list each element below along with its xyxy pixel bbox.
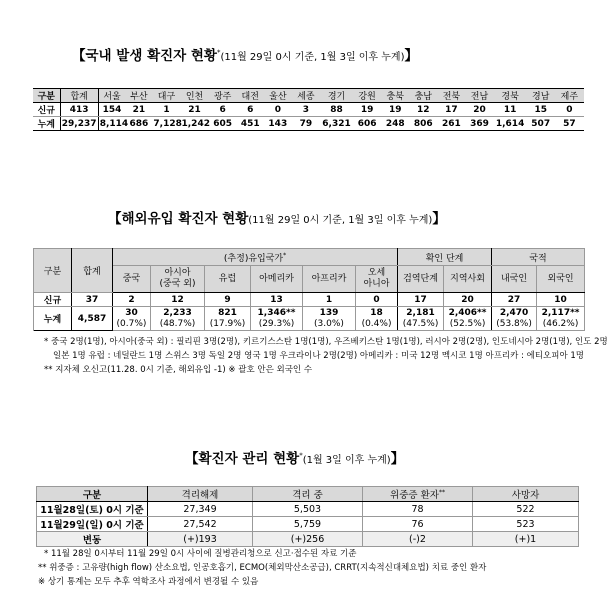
management-cell: 523 [473, 517, 579, 532]
overseas-new-cell: 10 [537, 293, 585, 307]
domestic-cell: 143 [268, 118, 288, 129]
overseas-title [108, 207, 446, 227]
overseas-subheader-line1: 내국인 [501, 273, 528, 284]
management-header-row [37, 487, 579, 502]
overseas-header-country-text: (추정)유입국가 [223, 253, 284, 264]
overseas-note-1: * 중국 2명(1명), 아시아(중국 외) : 필리핀 3명(2명), 키르기스스탄 1명(1명), 우즈베키스탄 1명(1명), 러시아 2명(2명), 인도네시아 2명(1명), 인도 2명 [44, 337, 608, 347]
overseas-new-row [34, 293, 585, 307]
overseas-subheader-cell [537, 266, 585, 293]
management-cell: 27,349 [148, 502, 253, 517]
overseas-new-cell: 1 [303, 293, 356, 307]
management-note-2: ** 위중증 : 고유량(high flow) 산소요법, 인공호흡기, ECMO(체외막산소공급), CRRT(지속적신대체요법) 치료 중인 환자 [38, 563, 487, 573]
domestic-header-cell: 경남 [527, 89, 555, 103]
domestic-header-cell: 광주 [209, 89, 237, 103]
domestic-title [72, 44, 418, 64]
management-header-cell [253, 487, 363, 502]
management-cell: (+)256 [253, 532, 363, 547]
management-title [185, 447, 404, 467]
management-cell: 522 [473, 502, 579, 517]
overseas-pct-cell: (47.5%) [398, 319, 444, 331]
management-header-cell [473, 487, 579, 502]
domestic-cell: 11 [494, 103, 527, 117]
domestic-header-cell: 전북 [437, 89, 465, 103]
overseas-subheader-line1: 지역사회 [450, 273, 485, 284]
overseas-cum-cell: 2,406** [444, 307, 492, 319]
overseas-new-cell: 0 [356, 293, 398, 307]
domestic-cell: 261 [442, 118, 461, 129]
management-cell: 11월29일(일) 0시 기준 [37, 517, 148, 532]
overseas-subheader-cell [251, 266, 303, 293]
domestic-title-text: 【국내 발생 확진자 현황 [72, 48, 217, 64]
overseas-cum-cell: 30 [113, 307, 151, 319]
overseas-subheader-line1: 중국 [122, 273, 141, 284]
management-cell: 11월28일(토) 0시 기준 [37, 502, 148, 517]
management-cell: 27,542 [148, 517, 253, 532]
management-row [37, 502, 579, 517]
domestic-cell: 686 [129, 118, 149, 129]
management-header-cell [363, 487, 473, 502]
domestic-cell: 신규 [33, 103, 60, 117]
overseas-subheader-line1: 유럽 [218, 273, 237, 284]
domestic-header-cell: 구분 [33, 89, 60, 103]
domestic-header-cell: 서울 [98, 89, 125, 103]
management-cell: 76 [363, 517, 473, 532]
domestic-cell: 413 [60, 103, 98, 117]
domestic-cell: 21 [125, 103, 152, 117]
overseas-subheader-cell [205, 266, 251, 293]
domestic-header-cell: 전남 [465, 89, 493, 103]
domestic-cell: 606 [357, 118, 377, 129]
domestic-row [33, 117, 584, 131]
domestic-header-row [33, 89, 584, 103]
domestic-cell: 1 [152, 103, 180, 117]
management-title-mark: * [299, 451, 303, 460]
overseas-subheader-cell [444, 266, 492, 293]
overseas-pct-cell: (53.8%) [492, 319, 537, 331]
domestic-header-cell: 충북 [381, 89, 409, 103]
domestic-cell: 0 [555, 103, 584, 117]
overseas-cum-cell: 1,346** [251, 307, 303, 319]
domestic-cell: 8,114 [99, 118, 129, 129]
domestic-cell: 21 [181, 103, 209, 117]
management-header-text: 격리해제 [181, 490, 219, 501]
overseas-subheader-line2: 아니아 [363, 279, 390, 289]
management-cell: 78 [363, 502, 473, 517]
overseas-new-cell: 13 [251, 293, 303, 307]
overseas-subheader-row [34, 266, 585, 293]
domestic-cell: 507 [531, 118, 551, 129]
domestic-cell: 19 [381, 103, 409, 117]
management-header-text: 위중증 환자 [390, 490, 439, 501]
domestic-cell: 248 [385, 118, 405, 129]
overseas-subheader-line1: 오세 [367, 268, 386, 278]
overseas-title-end: 】 [432, 211, 446, 227]
overseas-cum-cell: 2,117** [537, 307, 585, 319]
management-header-text: 구분 [82, 490, 102, 501]
overseas-header-country-mark: * [283, 251, 287, 259]
overseas-subheader-cell [303, 266, 356, 293]
overseas-cum-cell: 2,233 [151, 307, 205, 319]
management-header-cell [37, 487, 148, 502]
domestic-header-cell: 강원 [353, 89, 381, 103]
domestic-cell: 154 [98, 103, 125, 117]
management-note-3: ※ 상기 통계는 모두 추후 역학조사 과정에서 변경될 수 있음 [38, 577, 259, 587]
overseas-subheader-cell [356, 266, 398, 293]
domestic-header-cell: 충남 [409, 89, 437, 103]
domestic-cell: 88 [320, 103, 353, 117]
domestic-header-cell: 부산 [125, 89, 152, 103]
domestic-cell: 605 [213, 118, 233, 129]
overseas-pct-cell: (0.4%) [356, 319, 398, 331]
domestic-cell: 57 [563, 118, 576, 129]
domestic-header-cell: 세종 [292, 89, 320, 103]
overseas-cum-cell: 2,470 [492, 307, 537, 319]
overseas-subheader-line1: 외국인 [547, 273, 574, 284]
overseas-subheader-line2: (중국 외) [159, 279, 196, 289]
domestic-cell: 806 [413, 118, 433, 129]
overseas-pct-cell: (0.7%) [113, 319, 151, 331]
domestic-row [33, 103, 584, 117]
management-cell: 5,759 [253, 517, 363, 532]
management-row [37, 517, 579, 532]
overseas-new-cell: 9 [205, 293, 251, 307]
overseas-pct-cell: (46.2%) [537, 319, 585, 331]
overseas-new-cell: 12 [151, 293, 205, 307]
overseas-cum-label: 누계 [34, 307, 72, 331]
domestic-cell: 3 [292, 103, 320, 117]
overseas-new-cell: 27 [492, 293, 537, 307]
management-header-cell [148, 487, 253, 502]
domestic-title-mark: * [216, 48, 221, 57]
domestic-cell: 0 [264, 103, 292, 117]
domestic-header-cell: 경기 [320, 89, 353, 103]
overseas-note-3: ** 지자체 오신고(11.28. 0시 기준, 해외유입 -1) ※ 괄호 안은 외국인 수 [44, 365, 313, 375]
domestic-header-cell: 대구 [152, 89, 180, 103]
management-header-mark: ** [438, 488, 445, 496]
domestic-cell: 1,242 [181, 118, 210, 129]
overseas-pct-cell: (52.5%) [444, 319, 492, 331]
overseas-pct-cell: (29.3%) [251, 319, 303, 331]
domestic-table [33, 88, 584, 131]
management-header-text: 사망자 [511, 490, 540, 501]
overseas-cum-cell: 821 [205, 307, 251, 319]
overseas-new-cell: 17 [398, 293, 444, 307]
overseas-note-2: 일본 1명 유럽 : 네덜란드 1명 스위스 3명 독일 2명 영국 1명 우크라이나 2명(2명) 아메리카 : 미국 12명 멕시코 1명 아프리카 : 에티오피아 1명 [53, 351, 584, 361]
domestic-cell: 6 [209, 103, 237, 117]
overseas-cum-total: 4,587 [72, 307, 113, 331]
overseas-new-label: 신규 [34, 293, 72, 307]
domestic-cell: 12 [409, 103, 437, 117]
management-cell: 변동 [37, 532, 148, 547]
domestic-subtitle: (11월 29일 0시 기준, 1월 3일 이후 누계) [220, 52, 405, 63]
domestic-cell: 6,321 [322, 118, 351, 129]
domestic-cell: 79 [299, 118, 313, 129]
management-title-end: 】 [390, 451, 405, 467]
domestic-header-cell: 인천 [181, 89, 209, 103]
management-subtitle: (1월 3일 이후 누계) [302, 455, 391, 466]
management-title-text: 【확진자 관리 현황 [185, 451, 300, 467]
overseas-pct-cell: (48.7%) [151, 319, 205, 331]
overseas-table [33, 248, 585, 331]
overseas-subheader-cell [398, 266, 444, 293]
overseas-title-text: 【해외유입 확진자 현황 [108, 211, 249, 227]
management-row [37, 532, 579, 547]
overseas-pct-cell: (3.0%) [303, 319, 356, 331]
overseas-subheader-line1: 아시아 [164, 268, 191, 278]
domestic-cell: 19 [353, 103, 381, 117]
management-cell: (+)1 [473, 532, 579, 547]
overseas-new-cell: 20 [444, 293, 492, 307]
overseas-subheader-line1: 아프리카 [311, 273, 347, 284]
overseas-subheader-line1: 검역단계 [403, 273, 438, 284]
overseas-pct-row [34, 319, 585, 331]
management-table [36, 486, 579, 547]
domestic-cell: 451 [240, 118, 260, 129]
overseas-header-stage: 확인 단계 [398, 249, 492, 266]
overseas-header-country [113, 249, 398, 266]
domestic-header-cell: 경북 [494, 89, 527, 103]
domestic-cell: 17 [437, 103, 465, 117]
overseas-subheader-cell [492, 266, 537, 293]
domestic-cell: 15 [527, 103, 555, 117]
domestic-cell: 누계 [33, 117, 60, 131]
overseas-header-gubun: 구분 [34, 249, 72, 293]
domestic-header-cell: 대전 [237, 89, 264, 103]
overseas-cum-cell: 18 [356, 307, 398, 319]
overseas-new-cell: 2 [113, 293, 151, 307]
overseas-header-total: 합계 [72, 249, 113, 293]
management-cell: 5,503 [253, 502, 363, 517]
overseas-cum-cell: 2,181 [398, 307, 444, 319]
domestic-title-end: 】 [404, 48, 418, 64]
overseas-cum-row [34, 307, 585, 319]
domestic-cell: 369 [470, 118, 489, 129]
overseas-new-cell: 37 [72, 293, 113, 307]
domestic-cell: 1,614 [495, 118, 525, 129]
domestic-cell: 29,237 [61, 118, 97, 129]
management-header-text: 격리 중 [292, 490, 323, 501]
overseas-cum-cell: 139 [303, 307, 356, 319]
overseas-subheader-cell [151, 266, 205, 293]
management-cell: (-)2 [363, 532, 473, 547]
domestic-header-cell: 울산 [264, 89, 292, 103]
domestic-header-cell: 제주 [555, 89, 584, 103]
domestic-cell: 6 [237, 103, 264, 117]
management-note-1: * 11월 28일 0시부터 11월 29일 0시 사이에 질병관리청으로 신고·접수된 자료 기준 [44, 549, 357, 559]
domestic-cell: 20 [465, 103, 493, 117]
domestic-header-cell: 합계 [60, 89, 98, 103]
management-cell: (+)193 [148, 532, 253, 547]
overseas-header-nationality: 국적 [492, 249, 585, 266]
overseas-subheader-cell [113, 266, 151, 293]
overseas-subheader-line1: 아메리카 [259, 273, 294, 284]
overseas-pct-cell: (17.9%) [205, 319, 251, 331]
overseas-subtitle: (11월 29일 0시 기준, 1월 3일 이후 누계) [248, 215, 433, 226]
domestic-cell: 7,128 [153, 118, 182, 129]
